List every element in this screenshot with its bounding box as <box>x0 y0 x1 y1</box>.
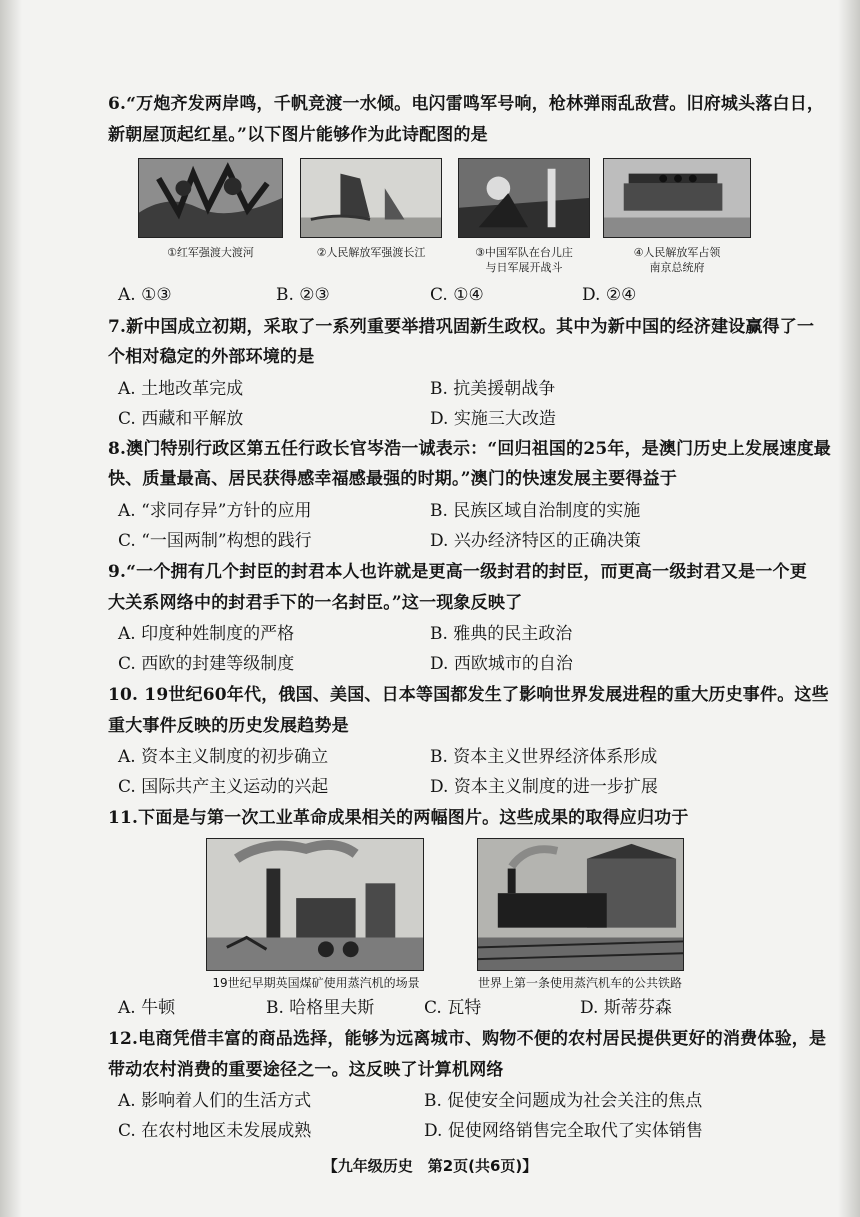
q6-option-a: A. ①③ <box>118 285 172 305</box>
q6-caption-1: ①红军强渡大渡河 <box>167 246 254 259</box>
q10-option-d: D. 资本主义制度的进一步扩展 <box>430 777 658 797</box>
q6-caption-2: ②人民解放军强渡长江 <box>316 246 426 259</box>
q9-option-c: C. 西欧的封建等级制度 <box>118 654 295 674</box>
q7-option-b: B. 抗美援朝战争 <box>430 379 556 399</box>
q9-stem-line2: 大关系网络中的封君手下的一名封臣。”这一现象反映了 <box>108 593 523 613</box>
q12-option-c: C. 在农村地区未发展成熟 <box>118 1121 312 1141</box>
q6-stem-line1: 6.“万炮齐发两岸鸣，千帆竞渡一水倾。电闪雷鸣军号响，枪林弹雨乱敌营。旧府城头落白日， <box>108 94 825 114</box>
q6-option-d: D. ②④ <box>582 285 637 305</box>
q11-caption-2: 世界上第一条使用蒸汽机车的公共铁路 <box>477 976 682 990</box>
q7-stem-line2: 个相对稳定的外部环境的是 <box>108 347 315 367</box>
q10-option-c: C. 国际共产主义运动的兴起 <box>118 777 329 797</box>
q7-option-a: A. 土地改革完成 <box>118 379 244 399</box>
q11-option-b: B. 哈格里夫斯 <box>266 998 375 1018</box>
q10-stem-line2: 重大事件反映的历史发展趋势是 <box>108 716 349 736</box>
q6-photo-2 <box>300 158 442 238</box>
q12-option-a: A. 影响着人们的生活方式 <box>118 1091 312 1111</box>
q6-caption-4b: 南京总统府 <box>649 261 705 274</box>
q10-option-b: B. 资本主义世界经济体系形成 <box>430 747 658 767</box>
q9-option-b: B. 雅典的民主政治 <box>430 624 573 644</box>
page-footer: 【九年级历史 第2页(共6页)】 <box>322 1157 538 1175</box>
q11-option-c: C. 瓦特 <box>424 998 482 1018</box>
q6-photo-1 <box>138 158 283 238</box>
q8-option-d: D. 兴办经济特区的正确决策 <box>430 531 641 551</box>
q6-photo-4 <box>603 158 751 238</box>
scan-shadow-right <box>838 0 860 1217</box>
q8-option-c: C. “一国两制”构想的践行 <box>118 531 312 551</box>
q6-photo-3 <box>458 158 590 238</box>
q10-option-a: A. 资本主义制度的初步确立 <box>118 747 329 767</box>
q11-stem-line1: 11.下面是与第一次工业革命成果相关的两幅图片。这些成果的取得应归功于 <box>108 808 689 828</box>
q8-stem-line2: 快、质量最高、居民获得感幸福感最强的时期。”澳门的快速发展主要得益于 <box>108 469 678 489</box>
q9-option-d: D. 西欧城市的自治 <box>430 654 573 674</box>
q7-option-d: D. 实施三大改造 <box>430 409 556 429</box>
scan-shadow-left <box>0 0 22 1217</box>
q6-caption-3b: 与日军展开战斗 <box>485 261 563 274</box>
q9-stem-line1: 9.“一个拥有几个封臣的封君本人也许就是更高一级封君的封臣，而更高一级封君又是一个更 <box>108 562 807 582</box>
q6-stem-line2: 新朝屋顶起红星。”以下图片能够作为此诗配图的是 <box>108 125 488 145</box>
q12-stem-line2: 带动农村消费的重要途径之一。这反映了计算机网络 <box>108 1060 504 1080</box>
q6-caption-3a: ③中国军队在台儿庄 <box>475 246 573 259</box>
q7-stem-line1: 7.新中国成立初期，采取了一系列重要举措巩固新生政权。其中为新中国的经济建设赢得了一 <box>108 317 815 337</box>
q11-photo-coal-mine <box>206 838 424 971</box>
q12-stem-line1: 12.电商凭借丰富的商品选择，能够为远离城市、购物不便的农村居民提供更好的消费体验，是 <box>108 1029 827 1049</box>
q11-option-a: A. 牛顿 <box>118 998 176 1018</box>
q6-option-c: C. ①④ <box>430 285 484 305</box>
q8-stem-line1: 8.澳门特别行政区第五任行政长官岑浩一诚表示：“回归祖国的25年，是澳门历史上发展速度最 <box>108 439 831 459</box>
q9-option-a: A. 印度种姓制度的严格 <box>118 624 295 644</box>
q11-caption-1: 19世纪早期英国煤矿使用蒸汽机的场景 <box>212 976 420 990</box>
q6-caption-4a: ④人民解放军占领 <box>633 246 721 259</box>
q8-option-a: A. “求同存异”方针的应用 <box>118 501 312 521</box>
q12-option-b: B. 促使安全问题成为社会关注的焦点 <box>424 1091 703 1111</box>
q11-option-d: D. 斯蒂芬森 <box>580 998 672 1018</box>
q11-photo-railway <box>477 838 684 971</box>
q8-option-b: B. 民族区域自治制度的实施 <box>430 501 641 521</box>
q7-option-c: C. 西藏和平解放 <box>118 409 244 429</box>
q10-stem-line1: 10. 19世纪60年代，俄国、美国、日本等国都发生了影响世界发展进程的重大历史事件。这些 <box>108 685 829 705</box>
q6-option-b: B. ②③ <box>276 285 330 305</box>
q12-option-d: D. 促使网络销售完全取代了实体销售 <box>424 1121 703 1141</box>
